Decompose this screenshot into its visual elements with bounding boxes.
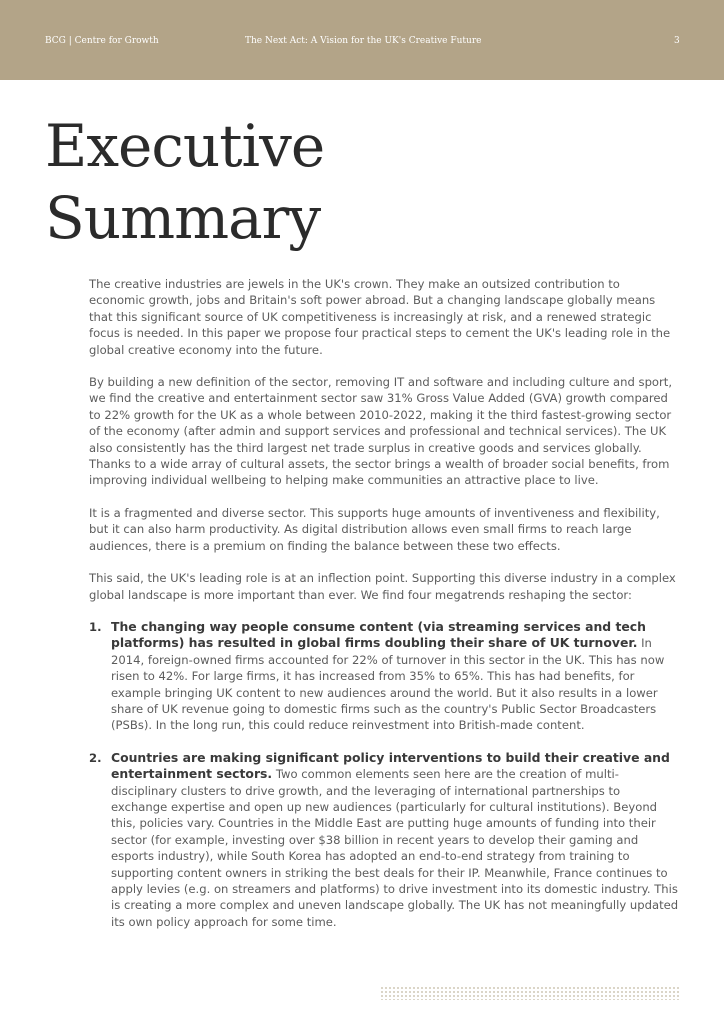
megatrend-heading: Countries are making significant policy interventions to build their creative and entertainment sectors. xyxy=(111,749,670,782)
megatrend-item-2 xyxy=(89,750,679,930)
header-page-number: 3 xyxy=(674,36,680,46)
summary-paragraph-1: The creative industries are jewels in the UK's crown. They make an outsized contribution to economic growth, jobs and Britain's soft power abroad. But a changing landscape globally means that this significant source of UK competitiveness is increasingly at risk, and a renewed strategic focus is needed. In this paper we propose four practical steps to cement the UK's leading role in the global creative economy into the future. xyxy=(89,277,671,357)
list-number: 2. xyxy=(89,750,102,765)
megatrend-text: Two common elements seen here are the creation of multi-disciplinary clusters to drive growth, and the leveraging of international partnerships to exchange expertise and open up new audiences (particularly for cultural institutions). Beyond this, policies vary. Countries in the Middle East are putting huge amounts of funding into their sector (for example, investing over $38 billion in recent years to develop their gaming and esports industry), while South Korea has adopted an end-to-end strategy from training to supporting content owners in striking the best deals for their IP. Meanwhile, France continues to apply levies (e.g. on streamers and platforms) to drive investment into its domestic industry. This is creating a more complex and uneven landscape globally. The UK has not meaningfully updated its own policy approach for some time. xyxy=(111,767,679,929)
page-header xyxy=(0,0,724,80)
header-document-title: The Next Act: A Vision for the UK's Creative Future xyxy=(245,36,482,46)
page-title xyxy=(45,110,324,254)
page-title-line-1: Executive xyxy=(45,112,325,180)
summary-paragraph-4: This said, the UK's leading role is at an inflection point. Supporting this diverse industry in a complex global landscape is more important than ever. We find four megatrends reshaping the sector: xyxy=(89,571,676,602)
list-number: 1. xyxy=(89,619,102,634)
decorative-dot-pattern xyxy=(380,986,680,1000)
page-title-line-2: Summary xyxy=(45,184,321,252)
megatrend-heading: The changing way people consume content (via streaming services and tech platforms) has resulted in global firms doubling their share of UK turnover. xyxy=(111,618,646,651)
megatrend-item-1 xyxy=(89,619,679,734)
header-publisher: BCG | Centre for Growth xyxy=(45,36,159,46)
summary-body xyxy=(89,276,679,946)
megatrend-text: In 2014, foreign-owned firms accounted for 22% of turnover in this sector in the UK. This has now risen to 42%. For large firms, it has increased from 35% to 65%. This has had benefits, for example bringing UK content to new audiences around the world. But it also results in a lower share of UK revenue going to domestic firms such as the country's Public Sector Broadcasters (PSBs). In the long run, this could reduce reinvestment into British-made content. xyxy=(111,636,665,733)
summary-paragraph-2: By building a new definition of the sector, removing IT and software and including culture and sport, we find the creative and entertainment sector saw 31% Gross Value Added (GVA) growth compared to 22% growth for the UK as a whole between 2010-2022, making it the third fastest-growing sector of the economy (after admin and support services and professional and technical services). The UK also consistently has the third largest net trade surplus in creative goods and services globally. Thanks to a wide array of cultural assets, the sector brings a wealth of broader social benefits, from improving individual wellbeing to helping make communities an attractive place to live. xyxy=(89,375,673,488)
summary-paragraph-3: It is a fragmented and diverse sector. This supports huge amounts of inventiveness and flexibility, but it can also harm productivity. As digital distribution allows even small firms to reach large audiences, there is a premium on finding the balance between these two effects. xyxy=(89,505,660,553)
megatrends-list xyxy=(89,619,679,930)
